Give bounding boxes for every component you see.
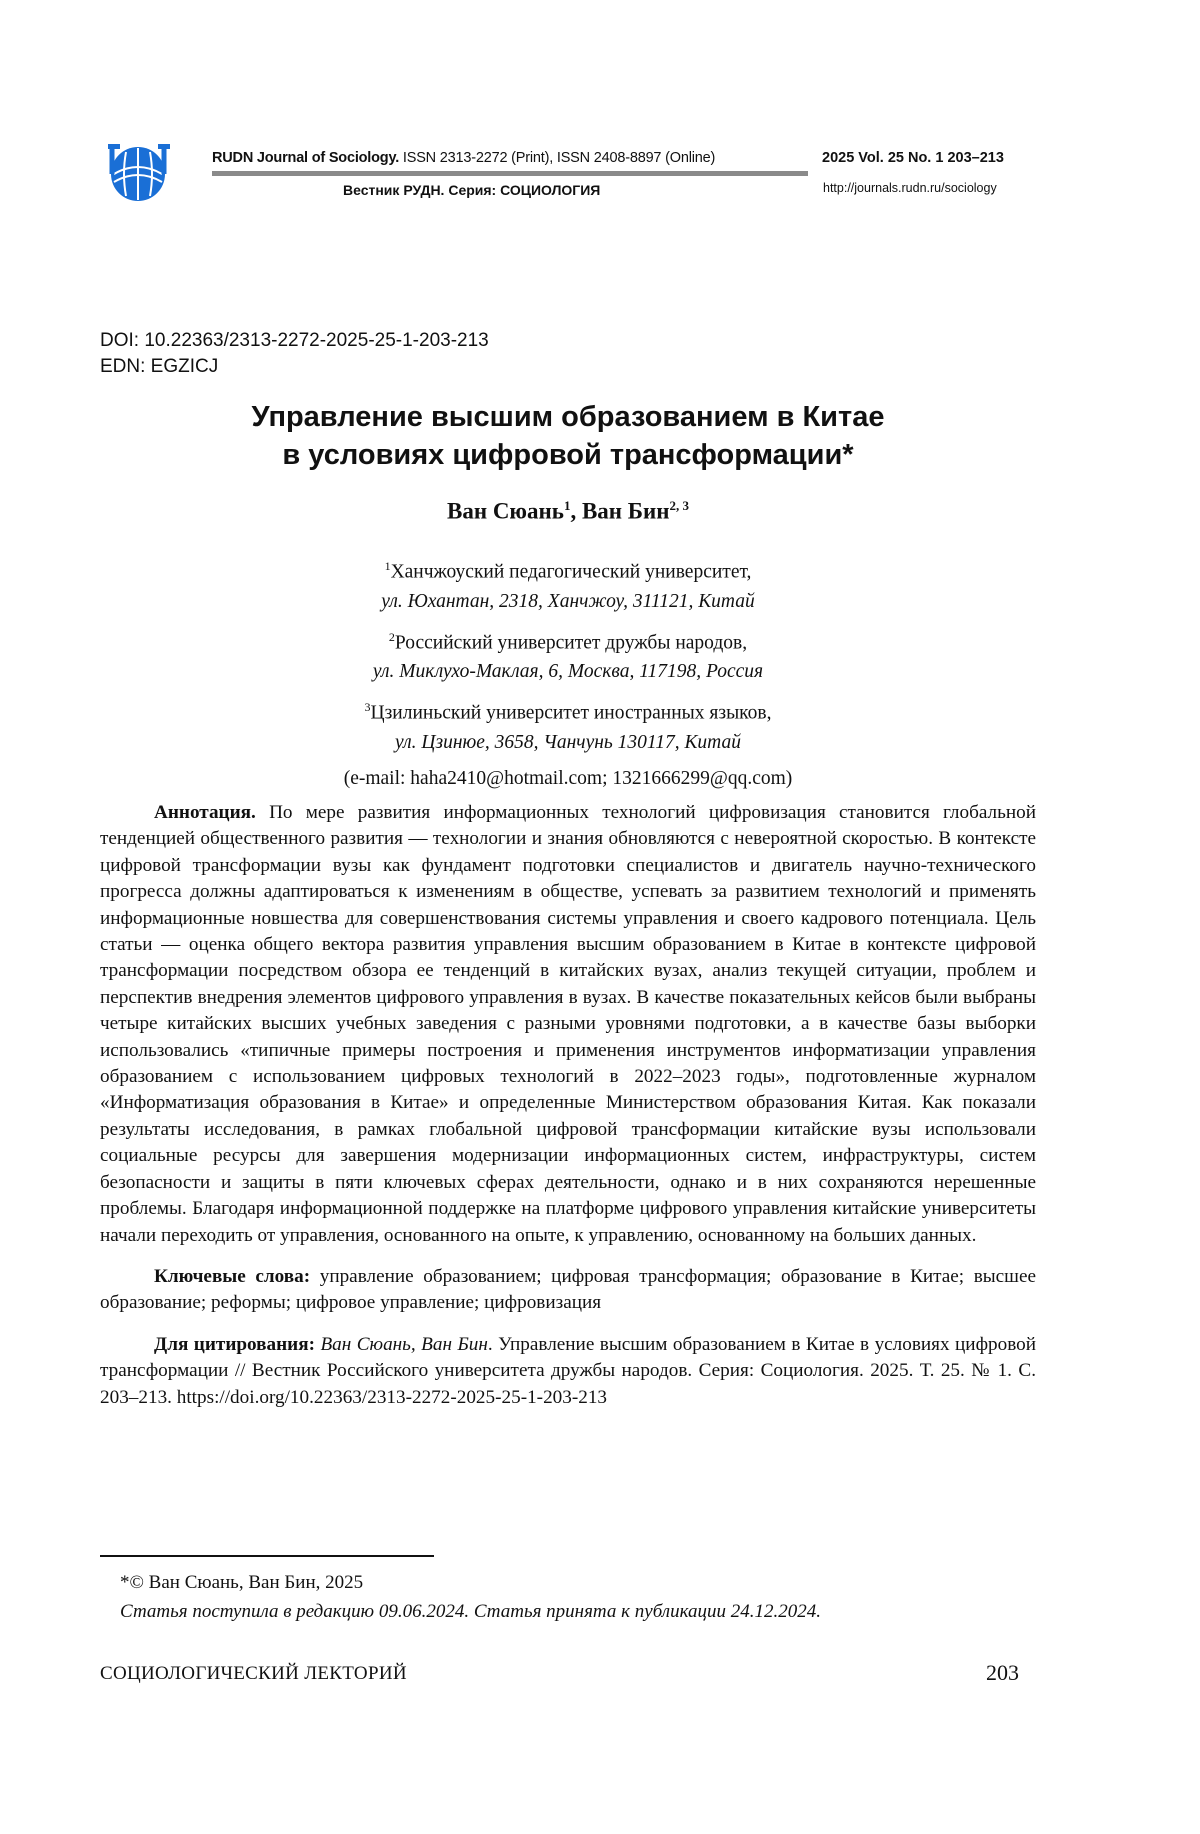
authors: Ван Сюань$^1$, Ван Бин$^{2, 3}$ (446, 498, 689, 524)
author-1: Ван Сюань (446, 498, 564, 524)
affiliation-1: $^1$Ханчжоуский педагогический университет, ул. Юхантан, 2318, Ханчжоу, 311121, Китай (381, 559, 755, 612)
header-rule (212, 171, 808, 176)
author-emails[interactable]: (e-mail: haha2410@hotmail.com; 1321666299@qq.com) (343, 767, 793, 789)
citation: Для цитирования: Ван Сюань, Ван Бин. Управление высшим образованием в Китае в условиях цифровой трансформации // Вестник Российского университета дружбы народов. Серия: Социология. 2025. Т. 25. № 1. С. 203–213. https://doi.org/10.22363/2313-2272-2025-25-1-203-213 (100, 1333, 1036, 1408)
page-number: 203 (986, 1660, 1019, 1685)
doi[interactable]: DOI: 10.22363/2313-2272-2025-25-1-203-213 (100, 330, 489, 351)
journal-russian-name: Вестник РУДН. Серия: СОЦИОЛОГИЯ (343, 182, 601, 198)
rudn-logo-icon (100, 140, 184, 202)
footnote-rule (100, 1555, 434, 1557)
edn: EDN: EGZICJ (100, 356, 219, 377)
section-name: СОЦИОЛОГИЧЕСКИЙ ЛЕКТОРИЙ (100, 1663, 407, 1684)
affiliation-2: $^2$Российский университет дружбы народов, ул. Миклухо-Маклая, 6, Москва, 117198, Россия (372, 629, 764, 682)
journal-title-line: RUDN Journal of Sociology. ISSN 2313-2272 (Print), ISSN 2408-8897 (Online) (212, 150, 716, 166)
publication-dates: Статья поступила в редакцию 09.06.2024. Статья принята к публикации 24.12.2024. (120, 1601, 821, 1622)
copyright: *© Ван Сюань, Ван Бин, 2025 (120, 1572, 364, 1593)
title-line-2: в условиях цифровой трансформации* (282, 439, 854, 471)
abstract: Аннотация. По мере развития информационных технологий цифровизация становится глобальной тенденцией общественного развития — технологии и знания обновляются с невероятной скоростью. В контексте цифровой трансформации вузы как фундамент подготовки специалистов и двигатель научно-технического прогресса должны адаптироваться к изменениям в обществе, успевать за развитием технологий и применять информационные новшества для совершенствования системы управления и своего кадрового потенциала. Цель статьи — оценка общего вектора развития управления высшим образованием в Китае в контексте цифровой трансформации посредством обзора ее тенденций в китайских вузах, анализ текущей ситуации, проблем и перспектив внедрения элементов цифрового управления в вузах. В качестве показательных кейсов были выбраны четыре китайских высших учебных заведения с разными уровнями подготовки, а в качестве базы выборки использовались «типичные примеры построения и применения инструментов информатизации управления образованием с использованием цифровых технологий в 2022–2023 годы», подготовленные журналом «Информатизация образования в Китае» и определенные Министерством образования Китая. Как показали результаты исследования, в рамках глобальной цифровой трансформации китайские вузы использовали социальные ресурсы для завершения модернизации информационных систем, инфраструктуры, систем безопасности и защиты в пяти ключевых сферах деятельности, однако и в них сохраняются нерешенные проблемы. Благодаря информационной поддержке на платформе цифрового управления китайские университеты начали переходить от управления, основанного на опыте, к управлению, основанному на больших данных. (100, 802, 1036, 1246)
article-identifiers (100, 328, 489, 380)
journal-url[interactable]: http://journals.rudn.ru/sociology (823, 181, 997, 195)
footnote (100, 1568, 1036, 1626)
abstract-block (100, 800, 1036, 1411)
author-2: Ван Бин (581, 498, 670, 524)
journal-header (100, 140, 1040, 210)
article-title (100, 398, 1036, 474)
title-line-1: Управление высшим образованием в Китае (251, 401, 885, 433)
affiliation-3: $^3$Цзилиньский университет иностранных языков, ул. Цзинюе, 3658, Чанчунь 130117, Китай (364, 700, 772, 753)
keywords: Ключевые слова: управление образованием; цифровая трансформация; образование в Китае; высшее образование; реформы; цифровое управление; цифровизация (100, 1265, 1036, 1314)
affiliations (100, 552, 1036, 793)
volume-info: 2025 Vol. 25 No. 1 203–213 (822, 150, 1004, 166)
